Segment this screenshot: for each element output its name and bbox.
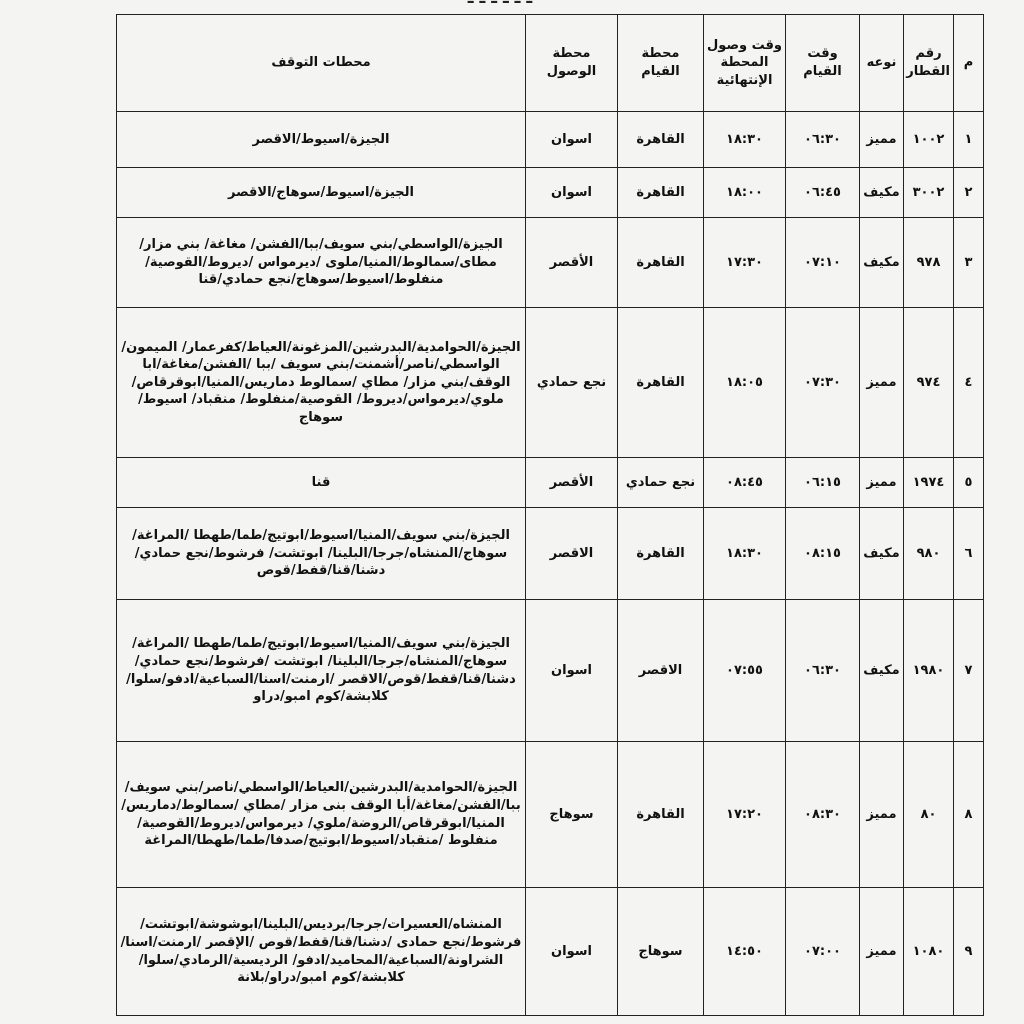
arrival-time: ١٨:٠٠ [704,168,786,218]
header-dep-time: وقت القيام [786,15,860,112]
train-schedule-table [116,14,984,1016]
arrival-time: ١٧:٢٠ [704,742,786,888]
departure-station: القاهرة [618,112,704,168]
arrival-time: ٠٧:٥٥ [704,600,786,742]
departure-time: ٠٧:٣٠ [786,308,860,458]
row-index: ٣ [954,218,984,308]
stop-stations: الجيزة/الحوامدية/البدرشين/المزغونة/العياط/كفرعمار/ الميمون/الواسطي/ناصر/أشمنت/بني سويف /ببا /الفشن/مغاغة/ابا الوقف/بني مزار/ مطاي /سمالوط دماريس/المنيا/ابوقرقاص/ملوي/ديرمواس/ديروط/ القوصية/منفلوط/ منقباد/ اسيوط/سوهاج [117,308,526,458]
train-number: ٨٠ [904,742,954,888]
table-row [117,600,984,742]
train-type: مميز [860,308,904,458]
row-index: ٧ [954,600,984,742]
arrival-station: اسوان [526,112,618,168]
table-row [117,742,984,888]
train-type: مكيف [860,600,904,742]
header-from: محطة القيام [618,15,704,112]
header-type: نوعه [860,15,904,112]
train-type: مميز [860,742,904,888]
arrival-time: ١٧:٣٠ [704,218,786,308]
departure-station: سوهاج [618,888,704,1016]
stop-stations: الجيزة/اسيوط/سوهاج/الاقصر [117,168,526,218]
arrival-station: اسوان [526,168,618,218]
departure-time: ٠٧:١٠ [786,218,860,308]
departure-time: ٠٨:١٥ [786,508,860,600]
train-type: مميز [860,888,904,1016]
page-heading-cut [440,0,560,6]
row-index: ٨ [954,742,984,888]
departure-station: القاهرة [618,308,704,458]
departure-station: القاهرة [618,742,704,888]
train-number: ٩٨٠ [904,508,954,600]
arrival-station: الاقصر [526,508,618,600]
table-row [117,888,984,1016]
stop-stations: الجيزة/اسيوط/الاقصر [117,112,526,168]
table-row [117,508,984,600]
train-type: مكيف [860,168,904,218]
stop-stations: الجيزة/بني سويف/المنيا/اسيوط/ابوتيج/طما/طهطا /المراغة/سوهاج/المنشاه/جرجا/البلينا/ ابوتشت/ فرشوط/نجع حمادي/دشنا/قنا/قفط/قوص [117,508,526,600]
header-row [117,15,984,112]
train-number: ١٠٨٠ [904,888,954,1016]
row-index: ١ [954,112,984,168]
departure-station: القاهرة [618,218,704,308]
departure-time: ٠٨:٣٠ [786,742,860,888]
stop-stations: المنشاه/العسيرات/جرجا/برديس/البلينا/ابوشوشة/ابوتشت/ فرشوط/نجع حمادى /دشنا/قنا/قفط/قوص /الإقصر /ارمنت/اسنا/الشراونة/السباعية/المحاميد/ادفو/ الرديسية/الرمادي/سلوا/كلابشة/كوم امبو/دراو/بلانة [117,888,526,1016]
arrival-station: نجع حمادي [526,308,618,458]
table-row [117,112,984,168]
header-to: محطة الوصول [526,15,618,112]
arrival-station: اسوان [526,600,618,742]
row-index: ٥ [954,458,984,508]
train-type: مميز [860,112,904,168]
departure-time: ٠٧:٠٠ [786,888,860,1016]
stop-stations: الجيزة/الحوامدية/البدرشين/العياط/الواسطي/ناصر/بني سويف/ببا/الفشن/مغاغة/أبا الوقف بنى مزار /مطاي /سمالوط/دماريس/المنيا/ابوقرقاص/الروضة/ملوي/ ديرمواس/ديروط/القوصية/ منفلوط /منقباد/اسيوط/ابوتيج/صدفا/طما/طهطا/المراغة [117,742,526,888]
stop-stations: الجيزة/الواسطي/بني سويف/ببا/الفشن/ مغاغة/ بني مزار/مطاى/سمالوط/المنيا/ملوى /ديرمواس /ديروط/القوصية/منفلوط/اسيوط/سوهاج/نجع حمادي/قنا [117,218,526,308]
stop-stations: الجيزة/بني سويف/المنيا/اسيوط/ابوتيج/طما/طهطا /المراغة/سوهاج/المنشاه/جرجا/البلينا/ ابوتشت /فرشوط/نجع حمادي/دشنا/قنا/قفط/قوص/الاقصر /ارمنت/اسنا/السباعية/ادفو/سلوا/كلابشة/كوم امبو/دراو [117,600,526,742]
arrival-time: ١٨:٠٥ [704,308,786,458]
header-stops: محطات التوقف [117,15,526,112]
departure-station: القاهرة [618,508,704,600]
departure-time: ٠٦:٤٥ [786,168,860,218]
train-number: ١٠٠٢ [904,112,954,168]
header-arr-time: وقت وصول المحطة الإنتهائية [704,15,786,112]
row-index: ٦ [954,508,984,600]
table-row [117,218,984,308]
arrival-time: ١٨:٣٠ [704,508,786,600]
train-number: ١٩٨٠ [904,600,954,742]
train-type: مكيف [860,218,904,308]
table-row [117,458,984,508]
stop-stations: قنا [117,458,526,508]
train-number: ١٩٧٤ [904,458,954,508]
departure-station: نجع حمادي [618,458,704,508]
train-number: ٩٧٤ [904,308,954,458]
departure-time: ٠٦:٣٠ [786,600,860,742]
departure-time: ٠٦:١٥ [786,458,860,508]
train-number: ٩٧٨ [904,218,954,308]
row-index: ٤ [954,308,984,458]
arrival-station: الأقصر [526,458,618,508]
arrival-time: ٠٨:٤٥ [704,458,786,508]
arrival-station: سوهاج [526,742,618,888]
row-index: ٢ [954,168,984,218]
table-row [117,168,984,218]
departure-time: ٠٦:٣٠ [786,112,860,168]
arrival-time: ١٨:٣٠ [704,112,786,168]
header-m: م [954,15,984,112]
header-train-no: رقم القطار [904,15,954,112]
arrival-time: ١٤:٥٠ [704,888,786,1016]
train-type: مميز [860,458,904,508]
train-number: ٣٠٠٢ [904,168,954,218]
arrival-station: اسوان [526,888,618,1016]
table-row [117,308,984,458]
arrival-station: الأقصر [526,218,618,308]
row-index: ٩ [954,888,984,1016]
departure-station: القاهرة [618,168,704,218]
train-type: مكيف [860,508,904,600]
departure-station: الاقصر [618,600,704,742]
